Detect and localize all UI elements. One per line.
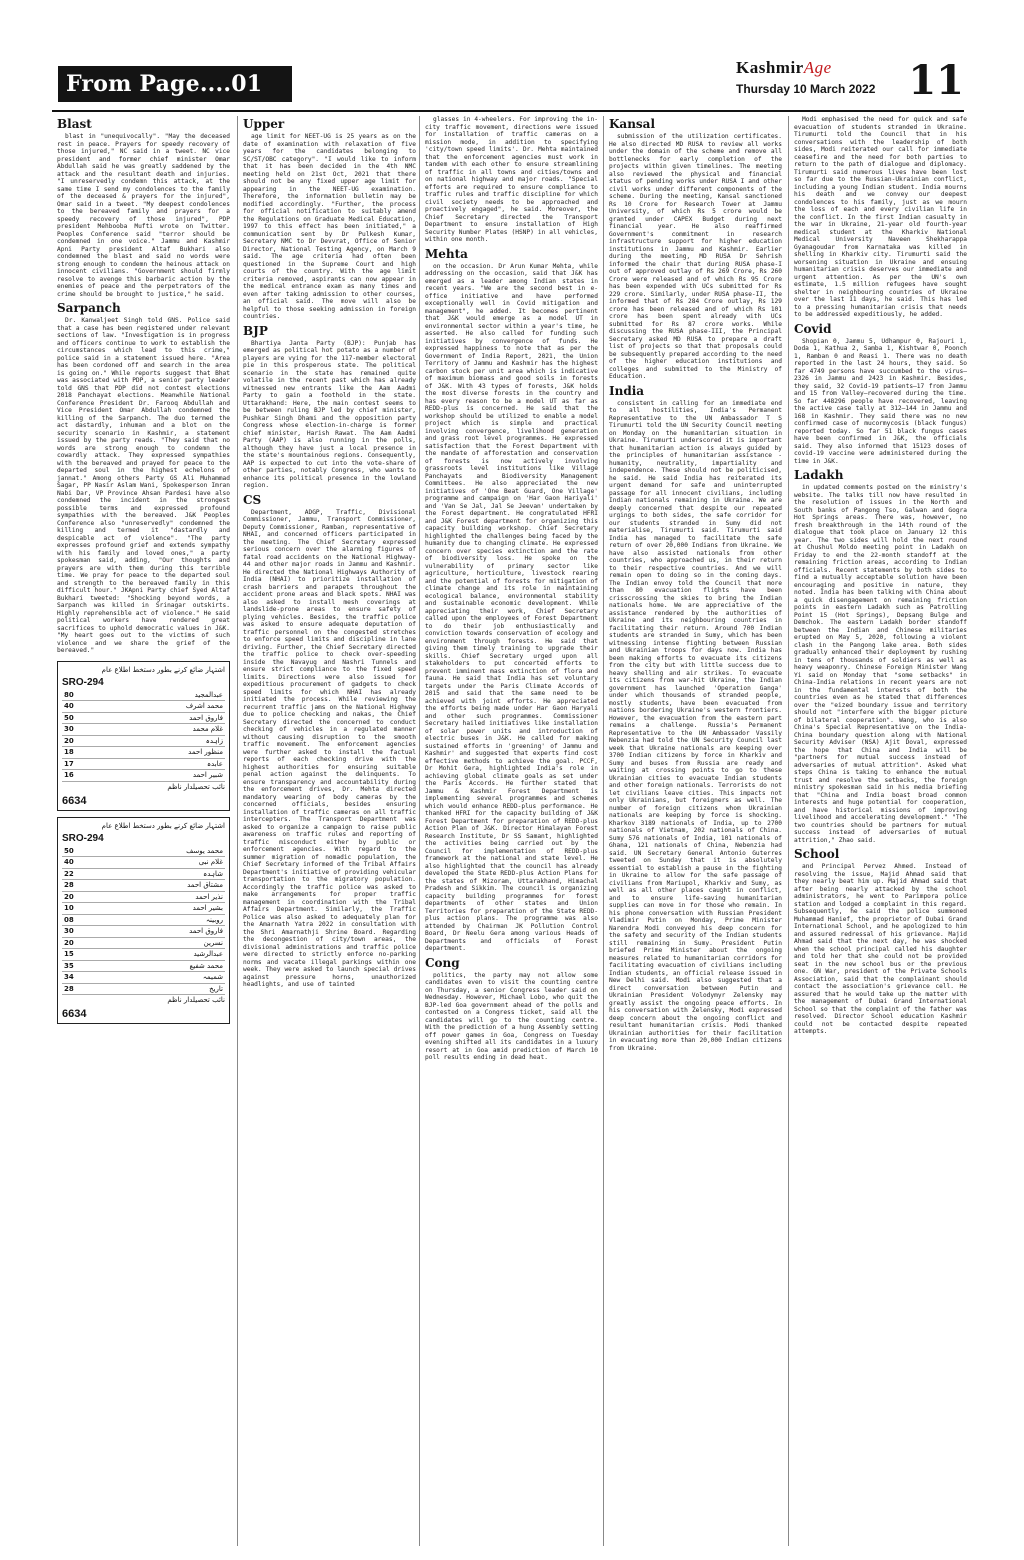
article	[57, 117, 230, 298]
ad-age: 08	[64, 915, 74, 924]
ad-table-row	[62, 770, 225, 782]
article	[425, 956, 598, 1062]
ad-title: اشتہار ضائع کرنے بطور دستخط اطلاع عام	[101, 665, 225, 674]
article-body: age limit for NEET-UG is 25 years as on the date of examination with relaxation of five years for the candidates belonging to SC/ST/OBC category". "I would like to inform that it has been decided in the 4th NMC meeting held on 21st Oct, 2021 that there should not be any fixed upper age limit for appearing in the NEET-UG examination. Therefore, the information bulletin may be modified accordingly. "Further, the process for official notification to suitably amend the Regulations on Graduate Medical Education, 1997 to this effect has been initiated," a communication sent by Dr Pulkesh Kumar, Secretary NMC to Dr Devvrat, Office of Senior Director, National Testing Agency, on March 9 said. The age criteria had often been questioned in the Supreme Court and high courts of the country. With the age limit criteria removed, aspirants can now appear in the medical entrance exam as many times and even after taking admission to other courses, an official said. The move will also be helpful to those seeking admission in foreign countries.	[243, 133, 416, 320]
article	[609, 117, 782, 381]
article	[425, 247, 598, 953]
ad-name: مشتاق احمد	[187, 881, 223, 889]
urdu-ad-box	[57, 661, 230, 811]
ad-age: 18	[64, 748, 74, 756]
ad-age: 40	[64, 858, 74, 866]
column-3	[425, 116, 598, 1065]
section-label: From Page....01	[58, 66, 292, 102]
masthead	[736, 58, 926, 108]
article-headline: Blast	[57, 117, 92, 131]
ad-title: اشتہار ضائع کرنے بطور دستخط اطلاع عام	[101, 821, 225, 830]
ad-age: 80	[64, 690, 74, 699]
ad-table-row	[62, 857, 225, 869]
ad-name: شبیر احمد	[192, 771, 223, 779]
ad-name: محمد شفیع	[189, 961, 223, 970]
ad-age: 16	[64, 771, 74, 779]
ad-table	[62, 846, 225, 996]
ad-age: 50	[64, 846, 74, 855]
ad-age: 10	[64, 904, 74, 912]
article	[794, 322, 967, 466]
article-headline: India	[609, 383, 645, 398]
ad-name: فاروق احمد	[189, 927, 223, 935]
ad-table-row	[62, 869, 225, 881]
article-body: submission of the utilization certificates. He also directed MD RUSA to review all works under the domain of the scheme and remove all bottlenecks for early completion of the projects within given timelines. The meeting also reviewed the physical and financial status of pending works under RUSA I and other civil works under different components of the scheme. During the meeting, Kansal sanctioned Rs 10 Crore for Research Tower at Jammu University, of which Rs 5 crore would be granted under CAPEX Budget during next financial year. He also reaffirmed Government's commitment in research infrastructure support for higher education institutions in Jammu and Kashmir. Earlier during the meeting, MD RUSA Dr Sehrish informed the chair that during RUSA phase-I out of approved outlay of Rs 269 Crore, Rs 260 Crore were released and of which Rs 95 Crore has been expended with UCs submitted for Rs 229 crore. Similarly, under RUSA phase-II, the informed that of Rs 284 Crore outlay, Rs 129 crore has been released and of which Rs 101 crore has been spent already with UCs submitted for Rs 87 crore works. While discussing the RUSA phase-III, the Principal Secretary asked MD RUSA to prepare a draft list of projects so that that proposals could be subsequently prepared according to the need of the higher education institutions and colleges and submitted to the Ministry of Education.	[609, 133, 782, 380]
article-body: consistent in calling for an immediate end to all hostilities, India's Permanent Representative to the UN Ambassador T S Tirumurti told the UN Security Council meeting on Monday on the humanitarian situation in Ukraine. Tirumurti underscored it is important that humanitarian action is always guided by the principles of humanitarian assistance - humanity, neutrality, impartiality and independence. These should not be politicised, he said. He said India has reiterated its urgent demand for safe and uninterrupted passage for all innocent civilians, including Indian nationals remaining in Ukraine. We are deeply concerned that despite our repeated urgings to both sides, the safe corridor for our students stranded in Sumy did not materialise, Tirumurti said. Tirumurti said India has managed to facilitate the safe return of over 20,000 Indians from Ukraine. We have also assisted nationals from other countries, who approached us, in their return to their respective countries. And we will remain open to doing so in the coming days. The Indian envoy told the Council that more than 80 evacuation flights have been crisscrossing the skies to bring the Indian nationals home. We are appreciative of the assistance rendered by the authorities of Ukraine and its neighbouring countries in facilitating their return. Around 700 Indian students are stranded in Sumy, which has been witnessing intense fighting between Russian and Ukrainian troops for days now. India has been making efforts to evacuate its citizens from the city but with little success due to heavy shelling and air strikes. To evacuate its citizens from war-hit Ukraine, the Indian government has launched 'Operation Ganga' under which thousands of stranded people, mostly students, have been evacuated from nations bordering Ukraine's western frontiers. However, the evacuation from the eastern part remains a challenge. Russia's Permanent Representative to the UN Ambassador Vassily Nebenzia had told the UN Security Council last week that Ukraine nationals are keeping over 3700 Indian citizens by force in Kharkiv and Sumy and buses from Russia are ready and waiting at crossing points to go to these Ukrainian cities to evacuate Indian students and other foreign nationals. Terrorists do not let civilians leave cities. This impacts not only Ukrainians, but foreigners as well. The number of foreign citizens whom Ukrainian nationals are keeping by force is shocking. Kharkov 3189 nationals of India, up to 2700 nationals of Vietnam, 202 nationals of China. Sumy 576 nationals of India, 101 nationals of Ghana, 121 nationals of China, Nebenzia had said. UN Secretary General Antonio Guterres tweeted on Sunday that it is absolutely essential to establish a pause in the fighting in Ukraine to allow for the safe passage of civilians from Mariupol, Kharkiv and Sumy, as well as all other places caught in conflict, and to ensure life-saving humanitarian supplies can move in for those who remain. In his phone conversation with Russian President Vladimir Putin on Monday, Prime Minister Narendra Modi conveyed his deep concern for the safety and security of the Indian students still remaining in Sumy. President Putin briefed Prime Minister about the ongoing measures related to humanitarian corridors for facilitating evacuation of civilians including Indian students, an official release issued in New Delhi said. Modi also suggested that a direct conversation between Putin and Ukrainian President Volodymyr Zelensky may greatly assist the ongoing peace efforts. In his conversation with Zelensky, Modi expressed deep concern about the ongoing conflict and resultant humanitarian crisis. Modi thanked Ukrainian authorities for their facilitation in evacuating more than 20,000 Indian citizens from Ukraine.	[609, 399, 782, 1052]
ad-name: عبدالمجید	[194, 690, 223, 699]
ad-table-row	[62, 747, 225, 759]
article-body: blast in "unequivocally". "May the deceased rest in peace. Prayers for speedy recovery of those injured," NC said in a tweet. NC vice president and former chief minister Omar Abdullah said he was greatly saddened by the attack and the resultant death and injuries. "I unreservedly condemn this attack, at the same time I send my condolences to the family of the deceased & prayers for the injured", Omar said in a tweet. "My deepest condolences to the bereaved family and prayers for a speedy recovery of those injured", PDP president Mehbooba Mufti wrote on Twitter. Peoples Conference said "terror should be condemned in one voice." Jammu and Kashmir Apni Party president Altaf Bukhari also condemned the blast and said no words were strong enough to condemn the heinous attack on innocent civilians. "Government should firmly resolve to avenge this barbaric action by the enemies of peace and the perpetrators of the crime should be brought to justice," he said.	[57, 133, 230, 298]
ad-table-row	[62, 938, 225, 950]
article	[243, 324, 416, 490]
ad-table-row	[62, 759, 225, 771]
article	[425, 116, 598, 244]
article-body: Shopian 0, Jammu 5, Udhampur 0, Rajouri 1, Doda 1, Kathua 2, Samba 1, Kishtwar 0, Poonch 1, Ramban 0 and Reasi 1. There was no death reported in the last 24 hours, they said. So far 4749 persons have succumbed to the virus—2326 in Jammu and 2423 in Kashmir. Besides, they said, 32 Covid-19 patients—17 from Jammu and 15 from Valley—recovered during the time. So far 448296 people have recovered, leaving the active case tally at 312—144 in Jammu and 168 in Kashmir. They said there was no new confirmed case of mucormycosis (black fungus) reported today. So far 51 black fungus cases have been confirmed in J&K, the officials said. They also informed that 15123 doses of covid-19 vaccine were administered during the time in J&K.	[794, 337, 967, 465]
ad-number: 6634	[62, 794, 87, 807]
article	[794, 116, 967, 319]
column-divider	[788, 116, 789, 1546]
ad-number: 6634	[62, 1008, 87, 1020]
article-body: on the occasion. Dr Arun Kumar Mehta, while addressing on the occasion, said that J&K has emerged as a leader among Indian states in recent years. "We are the second best in e-office initiative and have performed exceptionally well in Covid mitigation and management", he added. It becomes pertinent that J&K would emerge as a model UT in environmental sector within a year's time, he asserted. He also called for funding such initiatives by convergence of funds. He expressed happiness to note that as per the Government of India Report, 2021, the Union Territory of Jammu and Kashmir has the highest carbon stock per unit area which is indicative of maximum biomass and good soils in forests of J&K. With 43 types of forests, J&K holds the most diverse forests in the country and has every reason to be a model UT as far as REDD-plus is concerned. He said that the workshop should be utilized to enable a model project which is simple and practical involving convergence, livelihood generation and grass root level programmes. He expressed satisfaction that the Forest Department with the mandate of afforestation and conservation of forests is now actively involving grassroots level institutions like Village Panchayats and Biodiversity Management Committees. He also appreciated the new initiatives of 'One Beat Guard, One Village' programme and campaign on 'Har Gaon Hariyali' and 'Van Se Jal, Jal Se Jeevan' undertaken by the Forest department. He congratulated HFRI and J&K Forest department for organizing this capacity building workshop. Chief Secretary highlighted the challenges being faced by the humanity due to changing climate. He expressed concern over species extinction and the rate of biodiversity loss. He spoke on the vulnerability of primary sector like agriculture, horticulture, livestock rearing and the potential of forests for mitigation of climate change and its role in maintaining ecological balance, environmental stability and sustainable economic development. While appreciating their work, Chief Secretary called upon the employees of Forest Department to do their job enthusiastically and conviction towards conservation of ecology and environment through forests. He said that giving them timely training to upgrade their skills. Chief Secretary urged upon all stakeholders to put concerted efforts to prevent imminent mass extinction of flora and fauna. He said that India has set voluntary targets under the Paris Climate Accords of 2015 and said that the same need to be achieved with joint efforts. He appreciated the efforts being made under Har Gaon Haryali and other such programmes. Commissioner Secretary hailed initiatives like installation of solar power units and introduction of electric buses in J&K. He called for making sustained efforts in 'greening' of Jammu and Kashmir' and suggested that experts find cost effective methods to achieve the goal. PCCF, Dr Mohit Gera, highlighted India's role in achieving global climate goals as set under the Paris Accords. He further stated that Jammu & Kashmir Forest Department is implementing several programmes and schemes which would enhance REDD-plus performance. He thanked HFRI for the capacity building of J&K Forest Department for preparation of REDD-plus Action Plan of J&K. Director Himalayan Forest Research Institute, Dr SS Samant, highlighted the activities being carried out by the Council for implementation of REDD-plus framework at the national and state level. He also highlighted that the council has already developed the State REDD-plus Action Plans for the states of Mizoram, Uttarakhand, Himachal Pradesh and Sikkim. The council is organizing capacity building programmes for forest departments of other states and Union Territories for preparation of the State REDD-plus action plans. The programme was also attended by Chairman JK Pollution Control Board, Dr Neelu Gera among various Heads of Departments and officials of Forest department.	[425, 262, 598, 952]
ad-name: نذیر احمد	[195, 892, 223, 901]
ad-name: تاریخ	[209, 984, 223, 993]
ad-table-row	[62, 880, 225, 892]
ad-table-row	[62, 724, 225, 736]
article	[609, 384, 782, 1053]
article-body: and Principal Pervez Ahmed. Instead of resolving the issue, Majid Ahmad said that they nearly beat him up. Majid Ahmad said that after being nearly attacked by the school administrators, he went to Parimpora police station and lodged a complaint in this regard. Subsequently, he said the police summoned Muhammad Hanief, the proprietor of Dubai Grand International School, and he apologized to him and assured redressal of his grievance. Majid Ahmad said that the next day, he was shocked when the school principal called his daughter and told her that she could not be provided seat in the new school bus or the previous one. GN War, president of the Private Schools Association, said that the complainant should contact the association's grievance cell. He assured that he would take up the matter with the management of Dubai Grand International School so that the complaint of the father was resolved. Director School education Kashmir could not be contacted despite repeated attempts.	[794, 863, 967, 1035]
ad-age: 15	[64, 950, 74, 958]
article-headline: Covid	[794, 321, 832, 336]
ad-table-row	[62, 949, 225, 961]
ad-table-row	[62, 713, 225, 725]
ad-name: بشیر احمد	[192, 904, 223, 912]
ad-code: SRO-294	[62, 676, 104, 688]
issue-date: Thursday 10 March 2022	[736, 82, 876, 96]
ad-table-row	[62, 892, 225, 904]
ad-age: 20	[64, 736, 74, 745]
column-divider	[603, 116, 604, 1546]
ad-age: 50	[64, 713, 74, 722]
header-rule	[52, 110, 964, 112]
ad-name: غلام محمد	[192, 725, 223, 733]
ad-code: SRO-294	[62, 832, 104, 844]
article	[794, 847, 967, 1036]
ad-table	[62, 690, 225, 782]
ad-table-row	[62, 972, 225, 984]
column-2	[243, 116, 416, 992]
ad-name: عبدالرشید	[193, 950, 223, 958]
article	[243, 117, 416, 321]
article-headline: School	[794, 847, 840, 861]
article-body: politics, the party may not allow some candidates even to visit the counting centre on Thursday, a senior Congress leader said on Wednesday. However, Michael Lobo, who quit the BJP-led Goa government ahead of the polls and contested on a Congress ticket, said all the candidates will go to the counting centre. With the prediction of a hung Assembly setting off power games in Goa, Congress on Tuesday evening shifted all its candidates in a luxury resort at in Goa amid prediction of March 10 poll results ending in dead heat.	[425, 971, 598, 1061]
ad-name: شمیمہ	[202, 973, 223, 981]
ad-name: عابدہ	[206, 759, 223, 768]
article-headline: Kansal	[609, 117, 656, 131]
article-headline: Mehta	[425, 246, 468, 261]
ad-name: غلام نبی	[198, 858, 223, 866]
ad-age: 34	[64, 973, 74, 981]
ad-name: محمد اشرف	[185, 702, 223, 710]
article-body: Dr. Kanwaljeet Singh told GNS. Police said that a case has been registered under relevant sections of law. "Investigation is in progress and officers continue to work to establish the circumstances which lead to this crime," police said in a statement issued here. "Area has been cordoned off and search in the area is going on." While reports suggest that Bhat was associated with PDP, a senior party leader told GNS that PDP did not contest elections 2018 Panchayat elections. Meanwhile National Conference President Dr. Farooq Abdullah and Vice President Omar Abdullah condemned the killing of the Sarpanch. The duo termed the act dastardly, inhuman and a blot on the security scenario in Kashmir, a statement issued by the party reads. "They said that no words are strong enough to condemn the cowardly attack. They expressed sympathies with the bereaved and prayed for peace to the departed soul in the highest echelons of jannat." Among others Party GS Ali Muhammad Sagar, PP Nasir Aslam Wani, Spokesperson Imran Nabi Dar, VP Province Ahsan Pardesi have also condemned the incident in the strongest possible terms and expressed profound sympathies with the bereaved. J&K Peoples Conference also "unreservedly" condemned the killing and termed it "dastardly and despicable act of violence". "The party expresses profound grief and extends sympathy with his family and loved ones," a party spokesman said, adding, "Our thoughts and prayers are with them during this terrible time. We pray for peace to the departed soul and strength to the bereaved family in this difficult hour." JKApni Party chief Syed Altaf Bukhari tweeted: "Shocking beyond words, a Sarpanch was killed in Srinagar outskirts. Highly reprehensible act of violence." He said political workers have rendered great sacrifices to uphold democratic values in J&K. "My heart goes out to the victims of such violence and we share the grief of the bereaved."	[57, 317, 230, 654]
article-body: Bhartiya Janta Party (BJP): Punjab has emerged as political hot potato as a number of players are vying for the 117-member electoral pie in this prosperous state. The political scenario in the state has remained quite volatile in the recent past which has already witnessed new entrants like the Aam Aadmi Party to gain a foothold in the state. Uttarakhand: Here, the main contest seems to be between ruling BJP led by chief minister, Pushkar Singh Dhami and the opposition party Congress whose election-in-charge is former chief minister, Harish Rawat. The Aam Aadmi Party (AAP) is also running in the polls, although they have just a local presence in the state's mountainous regions. Consequently, AAP is expected to cut into the vote-share of other parties, notably Congress, who wants to enhance its political presence in the lowland region.	[243, 339, 416, 489]
ad-footer: نائب تحصیلدار ناظم	[167, 782, 225, 791]
column-divider	[237, 116, 238, 1546]
article-headline: Cong	[425, 955, 460, 970]
ad-age: 22	[64, 869, 74, 878]
article-headline: CS	[243, 492, 262, 507]
ad-table-row	[62, 736, 225, 748]
article-body: glasses in 4-wheelers. For improving the in-city traffic movement, directions were issued for installation of traffic cameras on a mission mode, in addition to specifying 'city/town speed limits'. Dr. Mehta maintained that the enforcement agencies must work in tandem with each other to ensure streamlining of traffic in all towns and cities/towns and on national highway and major roads. "Special efforts are required to ensure compliance to traffic rules and traffic discipline for which civil society needs to be approached and proactively engaged", he said. Moreover, the Chief Secretary directed the Transport Department to ensure installation of High Security Number Plates (HSNP) in all vehicles, within one month.	[425, 116, 598, 243]
article-headline: BJP	[243, 323, 268, 338]
ad-name: زاہدہ	[205, 736, 223, 745]
masthead-name: KashmirAge	[736, 58, 832, 77]
ad-age: 35	[64, 961, 74, 970]
ad-age: 17	[64, 759, 74, 768]
article-headline: Upper	[243, 117, 285, 131]
ad-name: محمد یوسف	[186, 846, 223, 855]
ad-table-row	[62, 984, 225, 996]
ad-name: منظور احمد	[188, 748, 223, 756]
column-5	[794, 116, 967, 1039]
article-headline: Sarpanch	[57, 301, 121, 315]
column-1	[57, 116, 230, 1030]
ad-table-row	[62, 690, 225, 702]
article	[794, 468, 967, 844]
ad-age: 28	[64, 881, 74, 889]
ad-age: 40	[64, 702, 74, 710]
article-body: Department, ADGP, Traffic, Divisional Commissioner, Jammu, Transport Commissioner, Deputy Commissioner, Ramban, representative of NHAI, and concerned officers participated in the meeting. The Chief Secretary expressed serious concern over the alarming figures of fatal road accidents on the National Highway-44 and other major roads in Jammu and Kashmir. He directed the National Highways Authority of India (NHAI) to prioritize installation of crash barriers and parapets throughout the accident prone areas and black spots. NHAI was also asked to install mesh coverings at landslide-prone areas to ensure safety of plying vehicles. Besides, the traffic police was asked to ensure adequate deputation of traffic personnel on the congested stretches to enforce speed limits and discipline in lane driving. Further, the Chief Secretary directed the traffic police to check over-speeding inside the Navayug and Nashri Tunnels and ensure strict compliance to the fixed speed limits. Directions were also issued for expeditious procurement of gadgets to check speed limits for which NHAI has already initiated the process. While reviewing the recurrent traffic jams on the National Highway due to police checking and nakas, the Chief Secretary directed the concerned to conduct checking of vehicles in a regulated manner without causing disruption to the smooth traffic movement. The enforcement agencies were further asked to install the factual reports of each checking drive with the highest authorities for ensuring suitable penal action against the delinquents. To ensure transparency and accountability during the enforcement drives, Dr. Mehta directed mandatory wearing of body cameras by the concerned officials, besides ensuring installation of traffic cameras on all traffic intercepters. The Transport Department was asked to organize a campaign to raise public awareness on traffic rules and reporting of traffic misconduct either by public or enforcement agencies. With regard to the summer migration of nomadic population, the Chief Secretary informed of the Tribal Affairs Department's initiative of providing vehicular transportation to the migratory population. Accordingly the traffic police was asked to make arrangements for proper traffic management in coordination with the Tribal Affairs Department. Similarly, the Traffic Police was also asked to adequately plan for the Amarnath Yatra 2022 in consultation with the Shri Amarnathji Shrine Board. Regarding the decongestion of city/town areas, the divisional administrations and traffic police were directed to strictly enforce no-parking norms and vacate illegal parkings within one week. They were asked to launch special drives against pressure horns, unauthorized headlights, and use of tainted	[243, 508, 416, 988]
ad-table-row	[62, 846, 225, 858]
ad-table-row	[62, 701, 225, 713]
ad-age: 20	[64, 938, 74, 947]
ad-table-row	[62, 903, 225, 915]
ad-age: 30	[64, 927, 74, 935]
article	[243, 493, 416, 989]
article-headline: Ladakh	[794, 468, 844, 482]
ad-table-row	[62, 915, 225, 927]
ad-table-row	[62, 961, 225, 973]
ad-age: 28	[64, 984, 74, 993]
article-body: in updated comments posted on the ministry's website. The talks till now have resulted in the resolution of issues in the North and South banks of Pangong Tso, Galwan and Gogra Hot Springs areas. There was, however, no fresh breakthrough in the 14th round of the dialogue that took place on January 12 this year. The two sides will hold the next round at Chushul Moldo meeting point in Ladakh on Friday to end the 22-month standoff at the remaining friction areas, according to Indian officials. Recent statements by both sides to find a mutually acceptable solution have been encouraging and positive in nature, they noted. India has been talking with China about a quick disengagement on remaining friction points in eastern Ladakh such as Patrolling Point 15 (Hot Springs), Depsang Bulge and Demchok. The eastern Ladakh border standoff between the Indian and Chinese militaries erupted on May 5, 2020, following a violent clash in the Pangong lake area. Both sides gradually enhanced their deployment by rushing in tens of thousands of soldiers as well as heavy weaponry. Chinese Foreign Minister Wang Yi said on Monday that "some setbacks" in China-India relations in recent years are not in the fundamental interests of both the countries even as he stated that differences over the "eized boundary issue and territory should not "interfere with the bigger picture of bilateral cooperation". Wang, who is also China's Special Representative on the India-China boundary question along with National Security Adviser (NSA) Ajit Doval, expressed the hope that China and India will be "partners for mutual success instead of adversaries of mutual attrition". Asked what steps China is taking to enhance the mutual trust and resolve the setbacks, the foreign ministry spokesman said in his media briefing that "China and India boast broad common interests and huge potential for cooperation, and have historical missions of improving livelihood and accelerating development." "The two countries should be partners for mutual success instead of adversaries of mutual attrition," Zhao said.	[794, 484, 967, 844]
ad-name: شاہدہ	[203, 869, 223, 878]
page-header	[52, 58, 964, 110]
ad-table-row	[62, 926, 225, 938]
ad-name: روبینہ	[205, 915, 223, 924]
page-number: 11	[908, 57, 964, 104]
ad-name: فاروق احمد	[189, 713, 223, 722]
urdu-ad-box	[57, 817, 230, 1025]
ad-age: 30	[64, 725, 74, 733]
article-body: Modi emphasised the need for quick and safe evacuation of students stranded in Ukraine. Tirumurti told the Council that in his conversations with the leadership of both sides, Modi reiterated our call for immediate ceasefire and the need for both parties to return to the path of dialogue and diplomacy. Tirumurti said numerous lives have been lost so far due to the Russian-Ukrainian conflict, including a young Indian student. India mourns his death and we convey our deepest condolences to his family, just as we mourn the loss of each and every civilian life in the conflict. In the first Indian casualty in the war in Ukraine, 21-year old fourth-year medical student at the Kharkiv National Medical University Naveen Shekharappa Gyanagoudar from Karnataka was killed in shelling in Kharkiv city. Tirumurti said the worsening situation in Ukraine and ensuing humanitarian crisis deserves our immediate and urgent attention. As per the UN's own estimate, 1.5 million refugees have sought shelter in neighbouring countries of Ukraine over the last 11 days, he said. This has led to a pressing humanitarian crisis that needs to be addressed expeditiously, he added.	[794, 116, 967, 318]
ad-footer: نائب تحصیلدار ناظم	[167, 996, 225, 1004]
article	[57, 301, 230, 655]
ad-age: 20	[64, 892, 74, 901]
column-divider	[419, 116, 420, 1546]
ad-name: نسرین	[203, 938, 223, 947]
column-4	[609, 116, 782, 1055]
